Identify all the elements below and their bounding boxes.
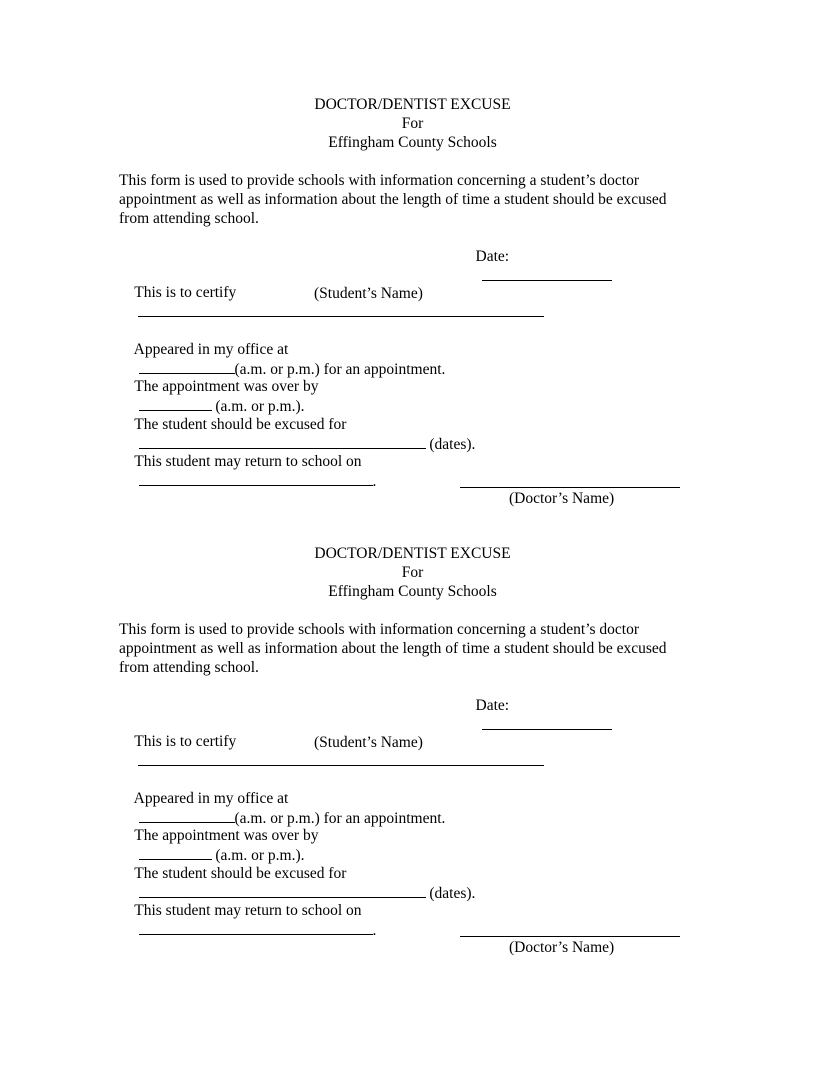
return-suffix: . (372, 473, 377, 490)
excused-prefix: The student should be excused for (134, 416, 347, 433)
appeared-suffix: (a.m. or p.m.) for an appointment. (234, 361, 446, 378)
intro-line-1: This form is used to provide schools with information concerning a student’s doctor (119, 621, 640, 638)
student-name-caption: (Student’s Name) (314, 734, 423, 751)
form-for: For (401, 564, 424, 581)
school-name: Effingham County Schools (328, 134, 497, 151)
return-prefix: This student may return to school on (134, 902, 362, 919)
doctor-name-caption: (Doctor’s Name) (509, 490, 615, 507)
school-name: Effingham County Schools (328, 583, 497, 600)
student-name-caption: (Student’s Name) (314, 285, 423, 302)
excused-prefix: The student should be excused for (134, 865, 347, 882)
over-prefix: The appointment was over by (134, 827, 319, 844)
excused-suffix: (dates). (425, 436, 476, 453)
date-label: Date: (475, 248, 510, 265)
doctor-signature-field[interactable] (460, 936, 680, 937)
form-title: DOCTOR/DENTIST EXCUSE (314, 545, 511, 562)
certify-label: This is to certify (134, 284, 237, 301)
over-suffix: (a.m. or p.m.). (211, 398, 305, 415)
return-prefix: This student may return to school on (134, 453, 362, 470)
doctor-name-caption: (Doctor’s Name) (509, 939, 615, 956)
appeared-prefix: Appeared in my office at (133, 341, 289, 358)
intro-line-2: appointment as well as information about the length of time a student should be excused (119, 191, 667, 208)
appeared-suffix: (a.m. or p.m.) for an appointment. (234, 810, 446, 827)
return-row (119, 882, 376, 959)
excuse-form-1 (0, 0, 825, 490)
excused-suffix: (dates). (425, 885, 476, 902)
over-suffix: (a.m. or p.m.). (211, 847, 305, 864)
date-label: Date: (475, 697, 510, 714)
intro-line-2: appointment as well as information about the length of time a student should be excused (119, 640, 667, 657)
return-date-field[interactable] (139, 920, 373, 935)
over-prefix: The appointment was over by (134, 378, 319, 395)
form-for: For (401, 115, 424, 132)
intro-line-3: from attending school. (119, 210, 259, 227)
appeared-prefix: Appeared in my office at (133, 790, 289, 807)
student-name-field[interactable] (138, 302, 544, 317)
form-title: DOCTOR/DENTIST EXCUSE (314, 96, 511, 113)
certify-label: This is to certify (134, 733, 237, 750)
intro-line-3: from attending school. (119, 659, 259, 676)
student-name-field[interactable] (138, 751, 544, 766)
intro-line-1: This form is used to provide schools with information concerning a student’s doctor (119, 172, 640, 189)
return-suffix: . (372, 922, 377, 939)
excuse-form-2 (0, 449, 825, 939)
